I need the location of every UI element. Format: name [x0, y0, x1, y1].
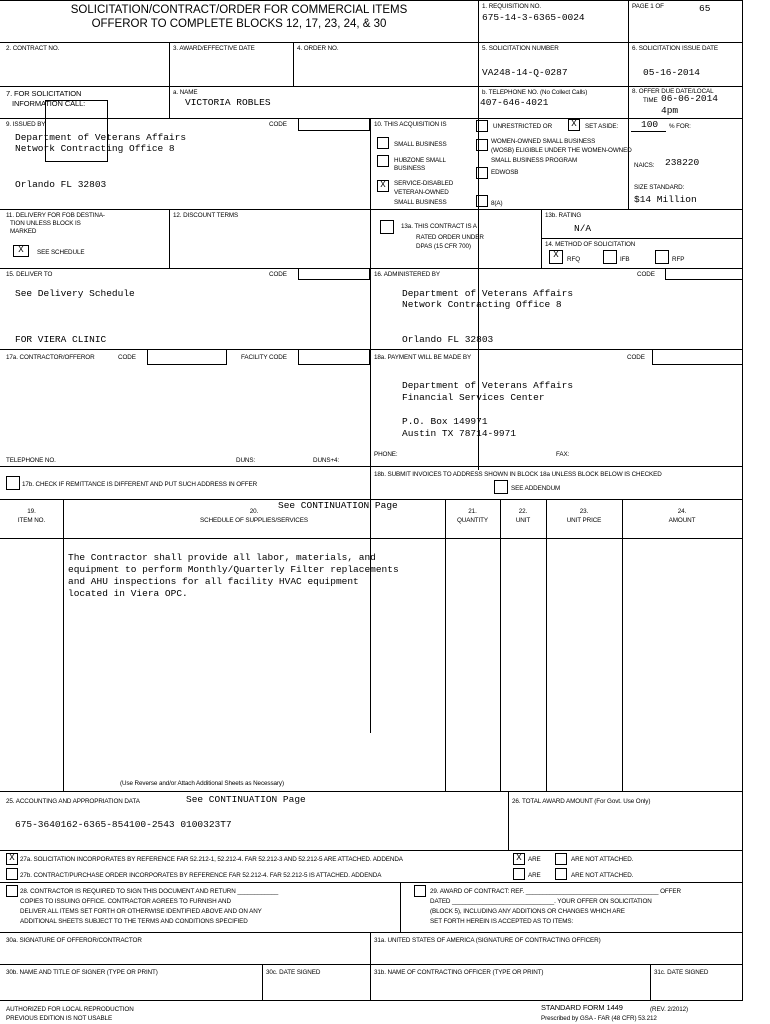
29-text-line4: SET FORTH HEREIN IS ACCEPTED AS TO ITEMS: — [430, 918, 574, 925]
29-text-line2: DATED ______________________________. YOUR OFFER ON SOLICITATION — [430, 898, 652, 905]
28-text-line2: COPIES TO ISSUING OFFICE. CONTRACTOR AGREES TO FURNISH AND — [20, 898, 231, 905]
issued-by-line3: Orlando FL 32803 — [15, 179, 107, 190]
accounting-continuation-note: See CONTINUATION Page — [186, 794, 306, 805]
administered-line2: Network Contracting Office 8 — [402, 299, 562, 310]
27b-are-not-checkbox[interactable] — [555, 868, 567, 880]
sdvosb-checkbox[interactable]: X — [377, 180, 389, 192]
see-addendum-label: SEE ADDENDUM — [511, 485, 561, 492]
solicitation-info-label-2: INFORMATION CALL: — [12, 99, 86, 108]
contact-name-label: a. NAME — [173, 89, 198, 96]
footer-form-name: STANDARD FORM 1449 — [541, 1003, 623, 1012]
solicitation-info-label: 7. FOR SOLICITATION — [6, 89, 82, 98]
schedule-footer-note: (Use Reverse and/or Attach Additional Sheets as Necessary) — [120, 780, 284, 787]
issued-by-line1: Department of Veterans Affairs — [15, 132, 187, 143]
schedule-description-line3: and AHU inspections for all facility HVAC equipment — [68, 576, 359, 587]
officer-date-label: 31c. DATE SIGNED — [654, 969, 709, 976]
telephone-number[interactable]: 407-646-4021 — [480, 97, 549, 108]
administered-line1: Department of Veterans Affairs — [402, 288, 574, 299]
requisition-value[interactable]: 675-14-3-6365-0024 — [482, 12, 585, 23]
col-quantity-num: 21. — [468, 508, 477, 515]
27a-checkbox[interactable]: X — [6, 853, 18, 865]
27b-are-label: ARE — [528, 872, 541, 879]
page-label: PAGE 1 OF — [632, 3, 664, 10]
wosb-label-2: (WOSB) ELIGIBLE UNDER THE WOMEN-OWNED — [491, 147, 632, 154]
edwosb-checkbox[interactable] — [476, 167, 488, 179]
page-count: 65 — [699, 3, 711, 14]
col-unit-header: UNIT — [515, 517, 531, 524]
wosb-label: WOMEN-OWNED SMALL BUSINESS — [491, 138, 596, 145]
wosb-checkbox[interactable] — [476, 139, 488, 151]
hubzone-checkbox[interactable] — [377, 155, 389, 167]
size-standard-label: SIZE STANDARD: — [634, 184, 685, 191]
27a-are-not-label: ARE NOT ATTACHED. — [571, 856, 634, 863]
deliver-to-label: 15. DELIVER TO — [6, 271, 53, 278]
footer-revision: (REV. 2/2012) — [650, 1006, 689, 1013]
payment-line4: Austin TX 78714-9971 — [402, 428, 517, 439]
col-supplies-header: SCHEDULE OF SUPPLIES/SERVICES — [200, 517, 308, 524]
29-checkbox[interactable] — [414, 885, 426, 897]
administered-code-field[interactable] — [665, 268, 743, 280]
col-supplies-num: 20. — [249, 508, 259, 515]
see-schedule-checkbox[interactable]: X — [13, 245, 29, 257]
solicitation-date[interactable]: 05-16-2014 — [643, 67, 701, 78]
contractor-code-label: CODE — [118, 354, 136, 361]
27b-checkbox[interactable] — [6, 868, 18, 880]
ifb-checkbox[interactable] — [603, 250, 617, 264]
contractor-code-field[interactable] — [147, 349, 227, 365]
accounting-label: 25. ACCOUNTING AND APPROPRIATION DATA — [6, 798, 140, 805]
delivery-fob-label: 11. DELIVERY FOR FOB DESTINA- — [6, 212, 105, 219]
contractor-telephone-label: TELEPHONE NO. — [6, 457, 56, 464]
supplies-continuation-note: See CONTINUATION Page — [278, 500, 398, 511]
col-amount-header: AMOUNT — [668, 517, 696, 524]
administered-by-label: 16. ADMINISTERED BY — [374, 271, 440, 278]
offeror-signature-label: 30a. SIGNATURE OF OFFEROR/CONTRACTOR — [6, 937, 142, 944]
time-label: TIME — [643, 97, 658, 104]
col-amount-num: 24. — [677, 508, 687, 515]
solicitation-number-label: 5. SOLICITATION NUMBER — [482, 45, 559, 52]
duns4-label: DUNS+4: — [313, 457, 340, 464]
schedule-description-line2: equipment to perform Monthly/Quarterly Filter replacements — [68, 564, 399, 575]
28-checkbox[interactable] — [6, 885, 18, 897]
remittance-checkbox[interactable] — [6, 476, 20, 490]
col-item-header: ITEM NO. — [17, 517, 46, 524]
issued-by-line2: Network Contracting Office 8 — [15, 143, 175, 154]
see-schedule-label: SEE SCHEDULE — [37, 249, 85, 256]
form-title-line2: OFFEROR TO COMPLETE BLOCKS 12, 17, 23, 24, & 30 — [91, 18, 387, 30]
small-business-label: SMALL BUSINESS — [394, 141, 447, 148]
solicitation-number[interactable]: VA248-14-Q-0287 — [482, 67, 568, 78]
set-aside-checkbox[interactable]: X — [568, 119, 580, 131]
8a-label: 8(A) — [491, 200, 503, 207]
accounting-value[interactable]: 675-3640162-6365-854100-2543 0100323T7 — [15, 819, 232, 830]
facility-code-label: FACILITY CODE — [241, 354, 287, 361]
schedule-description-line4: located in Viera OPC. — [68, 588, 188, 599]
rated-order-checkbox[interactable] — [380, 220, 394, 234]
unrestricted-label: UNRESTRICTED OR — [493, 123, 553, 130]
27a-text: 27a. SOLICITATION INCORPORATES BY REFERENCE FAR 52.212-1, 52.212-4. FAR 52.212-3 AND 52.212-5 ARE ATTACHED. ADDENDA — [20, 856, 403, 863]
28-text-line3: DELIVER ALL ITEMS SET FORTH OR OTHERWISE IDENTIFIED ABOVE AND ON ANY — [20, 908, 262, 915]
28-text-line4: ADDITIONAL SHEETS SUBJECT TO THE TERMS AND CONDITIONS SPECIFIED — [20, 918, 248, 925]
set-aside-percent[interactable]: 100 — [641, 119, 659, 130]
deliver-to-code-label: CODE — [269, 271, 287, 278]
29-text-line3: (BLOCK 5), INCLUDING ANY ADDITIONS OR CHANGES WHICH ARE — [430, 908, 625, 915]
administered-code-label: CODE — [637, 271, 655, 278]
order-no-label: 4. ORDER NO. — [297, 45, 339, 52]
contract-no-label: 2. CONTRACT NO. — [6, 45, 60, 52]
wosb-label-3: SMALL BUSINESS PROGRAM — [491, 157, 578, 164]
see-addendum-checkbox[interactable] — [494, 480, 508, 494]
8a-checkbox[interactable] — [476, 195, 488, 207]
schedule-description-line1: The Contractor shall provide all labor, materials, and — [68, 552, 376, 563]
form-title-line1: SOLICITATION/CONTRACT/ORDER FOR COMMERCIAL ITEMS — [70, 4, 408, 16]
offer-due-label: 8. OFFER DUE DATE/LOCAL — [632, 88, 714, 95]
unrestricted-checkbox[interactable] — [476, 120, 488, 132]
size-standard-value[interactable]: $14 Million — [634, 194, 697, 205]
deliver-to-line1: See Delivery Schedule — [15, 288, 135, 299]
sdvosb-label-3: SMALL BUSINESS — [394, 199, 447, 206]
sdvosb-label-2: VETERAN-OWNED — [394, 189, 449, 196]
payment-line3: P.O. Box 149971 — [402, 416, 488, 427]
footer-reproduction: AUTHORIZED FOR LOCAL REPRODUCTION — [6, 1006, 134, 1013]
requisition-label: 1. REQUISITION NO. — [482, 3, 542, 10]
payment-phone-label: PHONE: — [374, 451, 398, 458]
small-business-checkbox[interactable] — [377, 137, 389, 149]
payment-line2: Financial Services Center — [402, 392, 545, 403]
rfp-checkbox[interactable] — [655, 250, 669, 264]
issued-by-code-label: CODE — [269, 121, 287, 128]
payment-code-label: CODE — [627, 354, 645, 361]
submit-invoices-label: 18b. SUBMIT INVOICES TO ADDRESS SHOWN IN BLOCK 18a UNLESS BLOCK BELOW IS CHECKED — [374, 471, 662, 478]
sdvosb-label: SERVICE-DISABLED — [394, 180, 454, 187]
payment-line1: Department of Veterans Affairs — [402, 380, 574, 391]
naics-value[interactable]: 238220 — [665, 157, 700, 168]
discount-terms-label: 12. DISCOUNT TERMS — [173, 212, 239, 219]
percent-for-label: % FOR: — [669, 123, 691, 130]
hubzone-label-2: BUSINESS — [394, 165, 426, 172]
rated-order-label: 13a. THIS CONTRACT IS A — [401, 223, 477, 230]
offer-due-date[interactable]: 06-06-2014 — [661, 93, 719, 104]
method-label: 14. METHOD OF SOLICITATION — [545, 241, 636, 248]
contractor-label: 17a. CONTRACTOR/OFFEROR — [6, 354, 95, 361]
rating-label: 13b. RATING — [545, 212, 582, 219]
acquisition-label: 10. THIS ACQUISITION IS — [374, 121, 447, 128]
set-aside-label: SET ASIDE: — [585, 123, 619, 130]
27a-are-label: ARE — [528, 856, 541, 863]
29-text-line1: 29. AWARD OF CONTRACT: REF. _______________________________________ OFFER — [430, 888, 681, 895]
payment-label: 18a. PAYMENT WILL BE MADE BY — [374, 354, 472, 361]
naics-label: NAICS: — [634, 162, 655, 169]
payment-fax-label: FAX: — [556, 451, 570, 458]
delivery-fob-label-2: TION UNLESS BLOCK IS — [10, 220, 81, 227]
facility-code-field[interactable] — [298, 349, 370, 365]
edwosb-label: EDWOSB — [491, 169, 519, 176]
rfq-label: RFQ — [567, 256, 580, 263]
28-text-line1: 28. CONTRACTOR IS REQUIRED TO SIGN THIS DOCUMENT AND RETURN ____________ — [20, 888, 279, 895]
set-aside-underline — [631, 131, 666, 132]
footer-prescribed: Prescribed by GSA - FAR (48 CFR) 53.212 — [541, 1015, 657, 1022]
issued-by-label: 9. ISSUED BY — [6, 121, 46, 128]
27b-are-checkbox[interactable] — [513, 868, 525, 880]
issued-by-code-field[interactable] — [298, 118, 370, 131]
total-award-label: 26. TOTAL AWARD AMOUNT (For Govt. Use Only) — [512, 798, 651, 805]
offeror-date-label: 30c. DATE SIGNED — [266, 969, 321, 976]
hubzone-label: HUBZONE SMALL — [394, 157, 446, 164]
remittance-label: 17b. CHECK IF REMITTANCE IS DIFFERENT AND PUT SUCH ADDRESS IN OFFER — [22, 481, 258, 488]
offer-due-time[interactable]: 4pm — [661, 105, 679, 116]
27a-are-not-checkbox[interactable] — [555, 853, 567, 865]
officer-name-label: 31b. NAME OF CONTRACTING OFFICER (TYPE OR PRINT) — [374, 969, 544, 976]
footer-previous-edition: PREVIOUS EDITION IS NOT USABLE — [6, 1015, 113, 1022]
delivery-fob-label-3: MARKED — [10, 228, 37, 235]
award-date-label: 3. AWARD/EFFECTIVE DATE — [173, 45, 255, 52]
officer-signature-label: 31a. UNITED STATES OF AMERICA (SIGNATURE OF CONTRACTING OFFICER) — [374, 937, 601, 944]
administered-line3: Orlando FL 32803 — [402, 334, 494, 345]
duns-label: DUNS: — [236, 457, 256, 464]
rated-order-label-3: DPAS (15 CFR 700) — [416, 243, 471, 250]
ifb-label: IFB — [620, 256, 630, 263]
telephone-label: b. TELEPHONE NO. (No Collect Calls) — [482, 89, 588, 96]
rfq-checkbox[interactable]: X — [549, 250, 563, 264]
col-unit-num: 22. — [518, 508, 528, 515]
col-unit-price-num: 23. — [579, 508, 589, 515]
solicitation-date-label: 6. SOLICITATION ISSUE DATE — [632, 45, 718, 52]
deliver-to-line2: FOR VIERA CLINIC — [15, 334, 107, 345]
rating-value[interactable]: N/A — [574, 223, 592, 234]
col-unit-price-header: UNIT PRICE — [566, 517, 602, 524]
deliver-to-code-field[interactable] — [298, 268, 370, 280]
rfp-label: RFP — [672, 256, 685, 263]
27b-are-not-label: ARE NOT ATTACHED. — [571, 872, 634, 879]
rated-order-label-2: RATED ORDER UNDER — [416, 234, 484, 241]
payment-code-field[interactable] — [652, 349, 743, 365]
27a-are-checkbox[interactable]: X — [513, 853, 525, 865]
col-item-num: 19. — [27, 508, 36, 515]
contact-name[interactable]: VICTORIA ROBLES — [185, 97, 271, 108]
27b-text: 27b. CONTRACT/PURCHASE ORDER INCORPORATES BY REFERENCE FAR 52.212-4. FAR 52.212-5 IS ATTACHED. ADDENDA — [20, 872, 382, 879]
signer-name-label: 30b. NAME AND TITLE OF SIGNER (TYPE OR PRINT) — [6, 969, 158, 976]
col-quantity-header: QUANTITY — [456, 517, 489, 524]
